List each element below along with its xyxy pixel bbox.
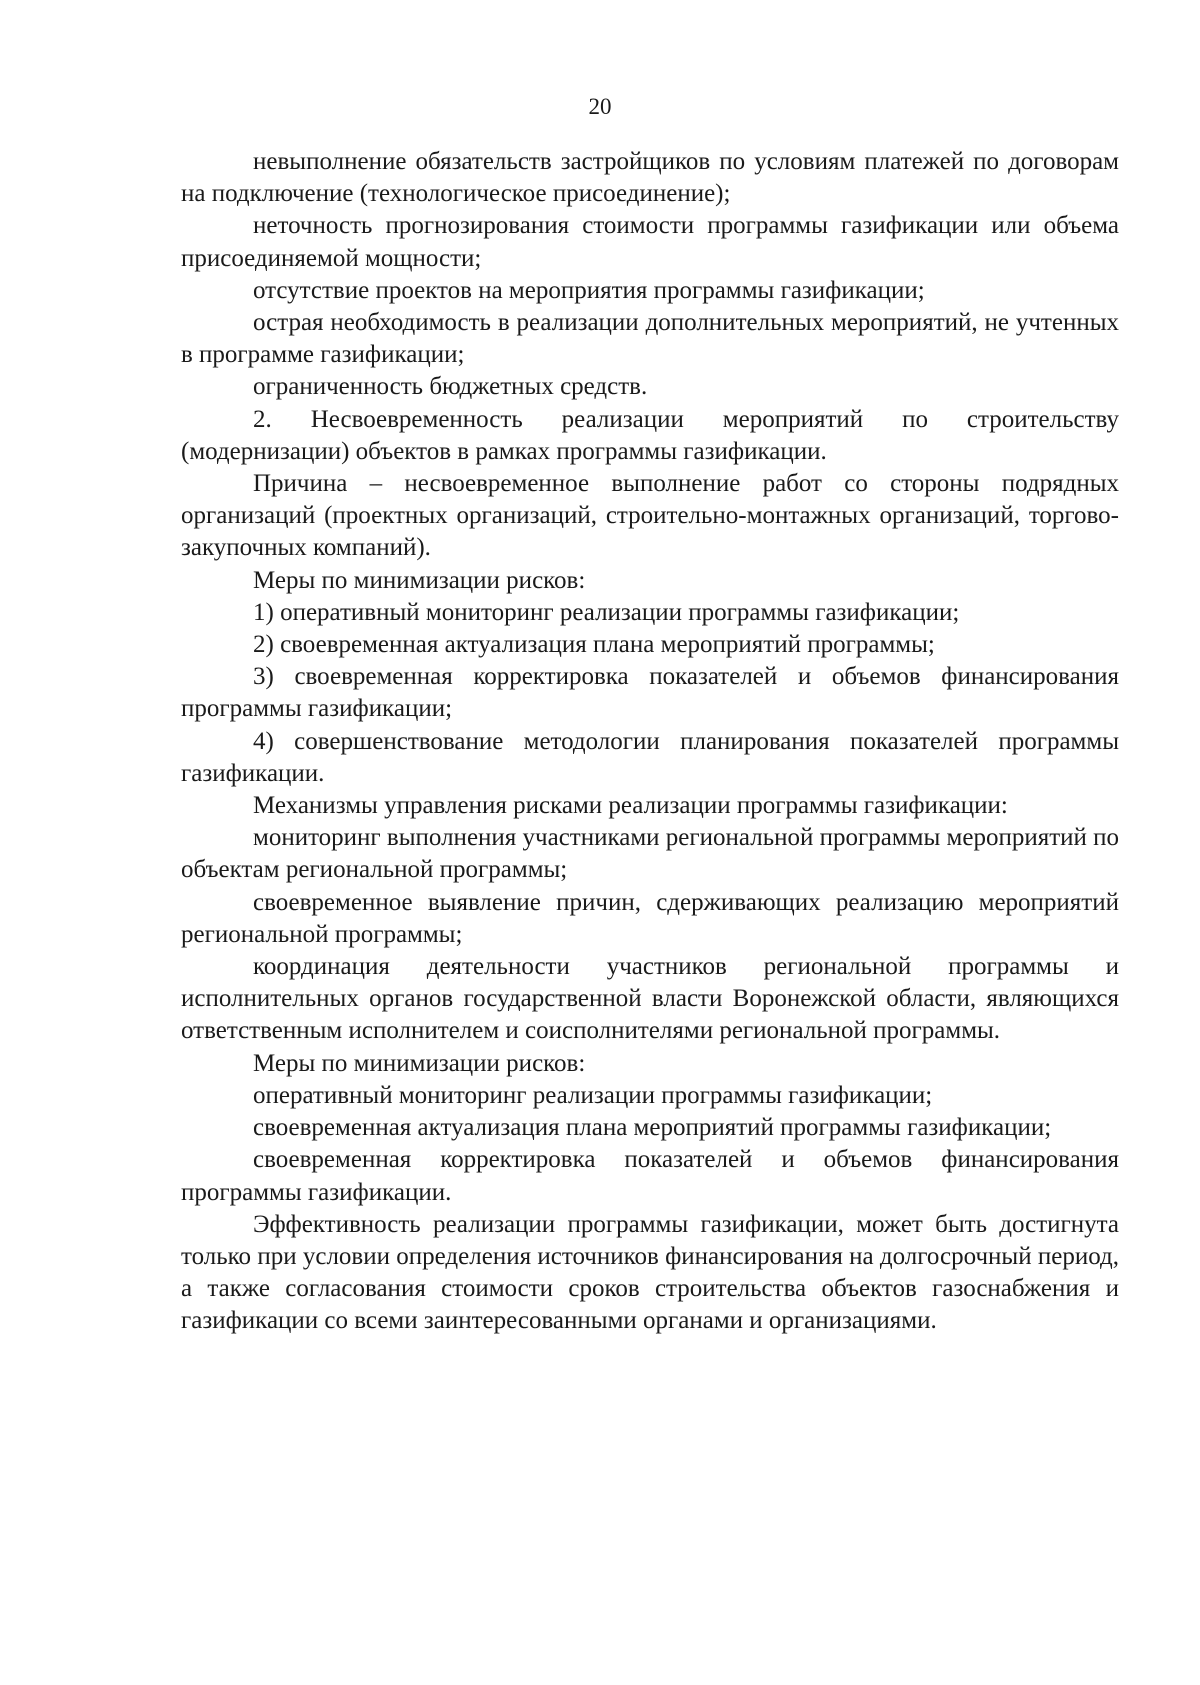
- paragraph: своевременное выявление причин, сдерживающих реализацию мероприятий региональной программы;: [181, 888, 1119, 948]
- paragraph: Причина – несвоевременное выполнение работ со стороны подрядных организаций (проектных организаций, строительно-монтажных организаций, торгово-закупочных компаний).: [181, 470, 1119, 562]
- paragraph: острая необходимость в реализации дополнительных мероприятий, не учтенных в программе газификации;: [181, 309, 1119, 369]
- page-number: 20: [588, 94, 612, 119]
- paragraph: отсутствие проектов на мероприятия программы газификации;: [253, 276, 925, 304]
- paragraph: Механизмы управления рисками реализации программы газификации:: [253, 792, 1008, 820]
- paragraph: Меры по минимизации рисков:: [253, 1049, 586, 1077]
- paragraph: 2. Несвоевременность реализации мероприятий по строительству (модернизации) объектов в рамках программы газификации.: [181, 405, 1119, 465]
- paragraph: оперативный мониторинг реализации программы газификации;: [253, 1081, 933, 1109]
- paragraph: ограниченность бюджетных средств.: [253, 373, 648, 401]
- paragraph: Эффективность реализации программы газификации, может быть достигнута только при условии определения источников финансирования на долгосрочный период, а также согласования стоимости сроков строительства объектов газоснабжения и газификации со всеми заинтересованными органами и организациями.: [181, 1210, 1119, 1335]
- paragraph: невыполнение обязательств застройщиков по условиям платежей по договорам на подключение (технологическое присоединение);: [181, 148, 1119, 208]
- paragraph: неточность прогнозирования стоимости программы газификации или объема присоединяемой мощности;: [181, 212, 1119, 272]
- paragraph: мониторинг выполнения участниками региональной программы мероприятий по объектам региональной программы;: [181, 824, 1120, 884]
- list-item: 3) своевременная корректировка показателей и объемов финансирования программы газификации;: [181, 663, 1119, 723]
- document-body: [181, 146, 1119, 1338]
- paragraph: своевременная актуализация плана мероприятий программы газификации;: [253, 1114, 1052, 1142]
- list-item: 1) оперативный мониторинг реализации программы газификации;: [253, 598, 960, 626]
- paragraph: своевременная корректировка показателей и объемов финансирования программы газификации.: [181, 1146, 1119, 1206]
- list-item: 2) своевременная актуализация плана мероприятий программы;: [253, 631, 935, 659]
- list-item: 4) совершенствование методологии планирования показателей программы газификации.: [181, 727, 1119, 787]
- paragraph: Меры по минимизации рисков:: [253, 566, 586, 594]
- paragraph: координация деятельности участников региональной программы и исполнительных органов государственной власти Воронежской области, являющихся ответственным исполнителем и соисполнителями региональной программы.: [181, 953, 1119, 1045]
